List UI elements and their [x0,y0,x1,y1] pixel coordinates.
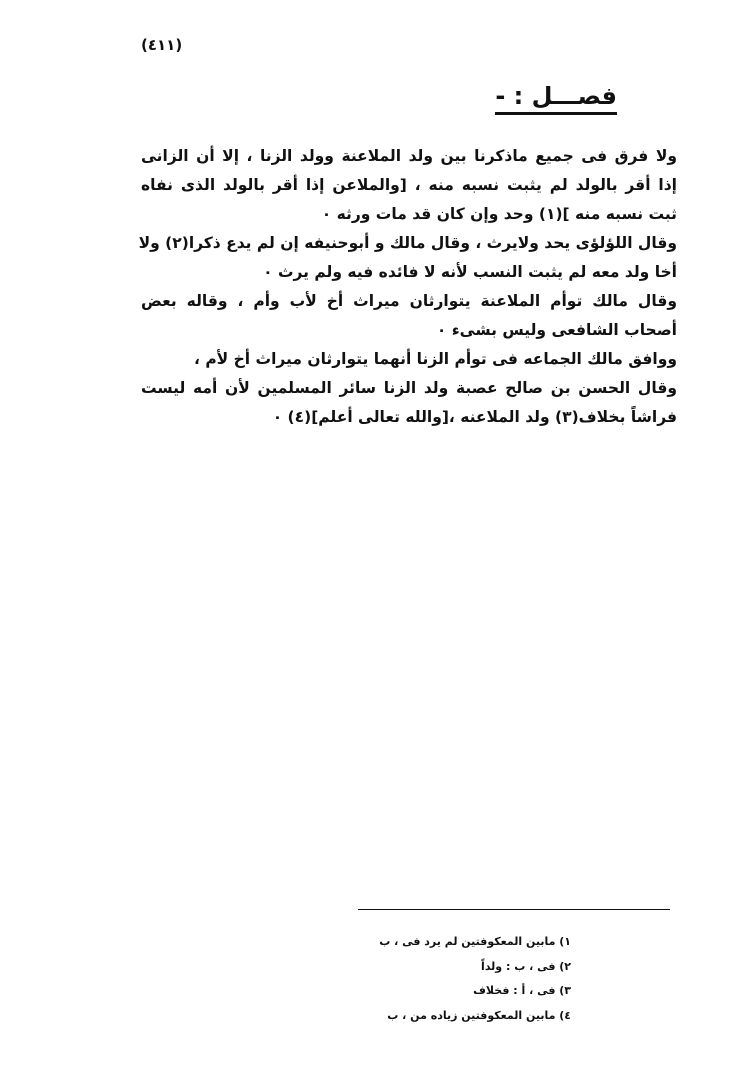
text-line: وقال اللؤلؤى يحد ولايرث ، وقال مالك و أبوحنيفه إن لم يدع ذكرا(٢) ولا [138,234,677,252]
paragraph-2 [138,229,677,287]
footnote-divider [358,909,670,910]
section-heading-text: فصـــل : - [495,82,617,115]
text-line: فراشاً بخلاف(٣) ولد الملاعنه ،[والله تعالى أعلم](٤) ٠ [272,408,677,426]
footnote-2: ٢) فى ، ب : ولداً [481,959,571,973]
paragraph-4 [141,345,677,432]
paragraph-3 [141,287,677,345]
body-text [138,142,677,432]
text-line: أخا ولد معه لم يثبت النسب لأنه لا فائده فيه ولم يرث ٠ [263,263,677,281]
text-line: ثبت نسبه منه ](١) وحد وإن كان قد مات ورثه ٠ [321,205,677,223]
text-line: ووافق مالك الجماعه فى توأم الزنا أنهما يتوارثان ميراث أخ لأم ، [194,350,677,368]
footnotes [379,930,571,1028]
text-line: وقال الحسن بن صالح عصبة ولد الزنا سائر المسلمين لأن أمه ليست [141,379,677,397]
footnote-1: ١) مابين المعكوفتين لم يرد فى ، ب [379,935,571,948]
paragraph-1 [141,142,677,229]
footnote-3: ٣) فى ، أ : فخلاف [473,984,571,997]
text-line: إذا أقر بالولد لم يثبت نسبه منه ، [والملاعن إذا أقر بالولد الذى نفاه [141,176,677,194]
section-heading [495,82,617,110]
text-line: أصحاب الشافعى وليس بشىء ٠ [436,321,677,339]
page-number: (٤١١) [141,36,183,54]
text-line: ولا فرق فى جميع ماذكرنا بين ولد الملاعنة وولد الزنا ، إلا أن الزانى [141,147,677,165]
footnote-4: ٤) مابين المعكوفتين زياده من ، ب [387,1008,571,1022]
text-line: وقال مالك توأم الملاعنة يتوارثان ميراث أخ لأب وأم ، وقاله بعض [141,292,677,310]
